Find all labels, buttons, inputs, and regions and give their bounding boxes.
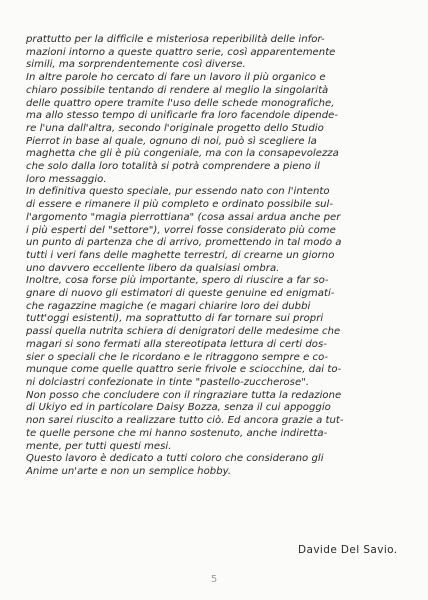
text-line: loro messaggio.	[26, 173, 107, 185]
text-line: tutt'oggi esistenti), ma soprattutto di far tornare sui propri	[26, 313, 324, 325]
text-line: uno davvero eccellente libero da qualsiasi ombra.	[26, 262, 280, 274]
text-line: che ragazzine magiche (e magari chiarire loro dei dubbi	[26, 300, 311, 312]
text-line: gnare di nuovo gli estimatori di queste genuine ed enigmati-	[26, 288, 335, 300]
page-number: 5	[210, 574, 218, 585]
text-line: te quelle persone che mi hanno sostenuto, anche indiretta-	[26, 427, 328, 439]
text-line: Inoltre, cosa forse più importante, spero di riuscire a far so-	[26, 275, 329, 287]
text-line: munque come quelle quattro serie frivole e sciocchine, dai to-	[26, 364, 342, 376]
text-line: i più esperti del "settore"), vorrei fosse considerato più come	[26, 224, 336, 236]
text-line: passi quella nutrita schiera di denigratori delle medesime che	[26, 326, 341, 338]
text-line: Pierrot in base al quale, ognuno di noi, può sì scegliere la	[26, 135, 317, 147]
text-line: ni dolciastri confezionate in tinte "pastello-zuccherose".	[26, 376, 310, 388]
text-line: tutti i veri fans delle maghette terrestri, di crearne un giorno	[26, 249, 335, 261]
text-line: che solo dalla loro totalità si potrà comprendere a pieno il	[26, 161, 321, 173]
author-signature: Davide Del Savio.	[298, 544, 398, 556]
text-line: un punto di partenza che di arrivo, promettendo in tal modo a	[26, 237, 342, 249]
text-line: Non posso che concludere con il ringraziare tutta la redazione	[26, 389, 342, 401]
text-line: In definitiva questo speciale, pur essendo nato con l'intento	[26, 186, 330, 198]
text-line: ma allo stesso tempo di unificarle fra loro facendole dipende-	[26, 110, 339, 122]
text-line: chiaro possibile tentando di rendere al meglio la singolarità	[26, 84, 329, 96]
text-line: di Ukiyo ed in particolare Daisy Bozza, senza il cui appoggio	[26, 402, 331, 414]
text-line: re l'una dall'altra, secondo l'originale progetto dello Studio	[26, 122, 324, 134]
text-line: sier o speciali che le ricordano e le ritraggono sempre e co-	[26, 351, 328, 363]
text-line: Anime un'arte e non un semplice hobby.	[26, 465, 232, 477]
text-line: mente, per tutti questi mesi.	[26, 440, 172, 452]
text-line: maghetta che gli è più congeniale, ma con la consapevolezza	[26, 148, 339, 160]
text-line: magari si sono fermati alla stereotipata lettura di certi dos-	[26, 338, 327, 350]
text-line: delle quattro opere tramite l'uso delle schede monografiche,	[26, 97, 335, 109]
text-line: Questo lavoro è dedicato a tutti coloro che considerano gli	[26, 453, 324, 465]
text-line: In altre parole ho cercato di fare un lavoro il più organico e	[26, 72, 326, 84]
text-line: prattutto per la difficile e misteriosa reperibilità delle infor-	[26, 34, 325, 45]
text-line: simili, ma sorprendentemente così diverse.	[26, 59, 246, 71]
text-line: di essere e rimanere il più completo e ordinato possibile sul-	[26, 199, 334, 211]
body-text	[26, 34, 396, 479]
text-line: non sarei riuscito a realizzare tutto ciò. Ed ancora grazie a tut-	[26, 415, 344, 427]
text-line: l'argomento "magia pierrottiana" (cosa assai ardua anche per	[26, 211, 341, 223]
text-line: mazioni intorno a queste quattro serie, così apparentemente	[26, 46, 336, 58]
